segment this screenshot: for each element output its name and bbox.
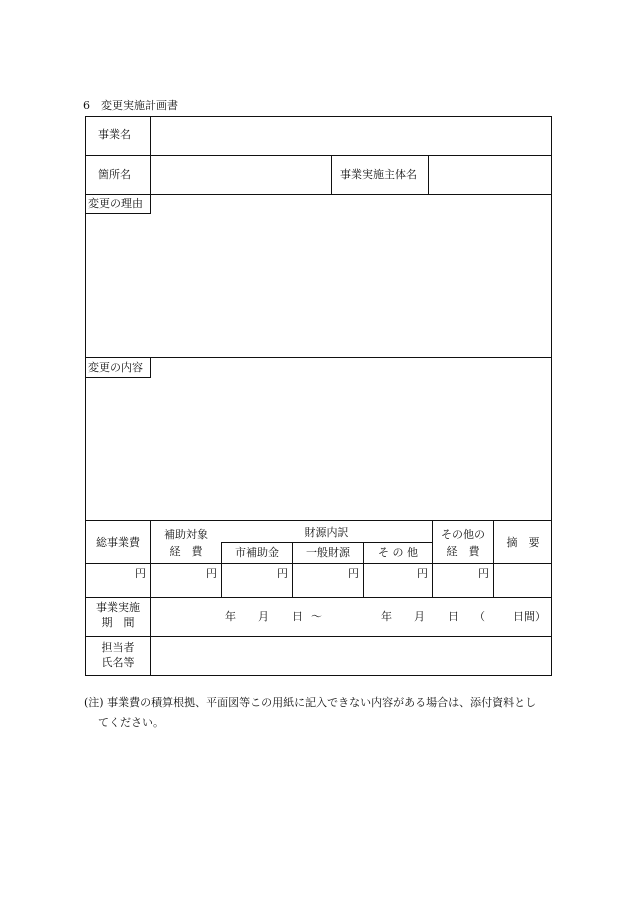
period-label-line1: 事業実施 xyxy=(96,601,140,614)
row-divider xyxy=(85,357,552,358)
note-line2: てください。 xyxy=(98,716,164,729)
funding-breakdown-header: 財源内訳 xyxy=(304,526,349,539)
business-name-label: 事業名 xyxy=(98,128,131,141)
row-divider xyxy=(85,597,552,598)
period-end-day: 日 xyxy=(448,610,459,623)
row-divider xyxy=(85,155,552,156)
section-title: 6 変更実施計画書 xyxy=(83,99,178,112)
contact-label-line2: 氏名等 xyxy=(101,656,135,669)
other-header: そ の 他 xyxy=(378,546,418,559)
total-cost-unit: 円 xyxy=(135,567,146,580)
location-label: 箇所名 xyxy=(98,168,131,181)
contact-label-line1: 担当者 xyxy=(101,641,135,654)
funding-sub-divider xyxy=(221,542,432,543)
general-funds-header: 一般財源 xyxy=(306,546,350,559)
period-field[interactable] xyxy=(152,599,550,634)
general-funds-unit: 円 xyxy=(348,567,359,580)
implementer-field[interactable] xyxy=(430,157,550,193)
period-start-month: 月 xyxy=(258,610,269,623)
row-divider xyxy=(85,520,552,521)
cost-col-divider xyxy=(493,520,494,597)
note-line1: (注) 事業費の積算根拠、平面図等この用紙に記入できない内容がある場合は、添付資料とし xyxy=(84,696,537,709)
city-subsidy-unit: 円 xyxy=(277,567,288,580)
contact-field[interactable] xyxy=(152,638,550,674)
business-name-field[interactable] xyxy=(152,118,550,154)
subsidy-target-unit: 円 xyxy=(206,567,217,580)
row-divider xyxy=(85,563,552,564)
other-costs-unit: 円 xyxy=(478,567,489,580)
period-label-line2: 期 間 xyxy=(101,616,135,629)
other-costs-header-line1: その他の xyxy=(441,528,485,541)
remarks-field[interactable] xyxy=(495,565,550,595)
reason-label: 変更の理由 xyxy=(88,197,143,210)
content-label: 変更の内容 xyxy=(88,361,143,374)
remarks-header: 摘 要 xyxy=(506,536,540,549)
period-paren-open: （ xyxy=(474,610,485,623)
city-subsidy-header: 市補助金 xyxy=(235,546,279,559)
row-divider xyxy=(85,636,552,637)
implementer-label: 事業実施主体名 xyxy=(340,168,417,181)
cost-values-row[interactable] xyxy=(86,565,492,595)
other-unit: 円 xyxy=(417,567,428,580)
reason-field[interactable] xyxy=(88,216,548,356)
subsidy-target-header-line2: 経 費 xyxy=(169,545,203,558)
other-costs-header-line2: 経 費 xyxy=(446,545,480,558)
subsidy-target-header-line1: 補助対象 xyxy=(164,528,208,541)
period-start-year: 年 xyxy=(225,610,236,623)
period-start-day: 日 xyxy=(292,610,303,623)
location-field[interactable] xyxy=(152,157,330,193)
total-cost-header: 総事業費 xyxy=(96,536,140,549)
period-days: 日間） xyxy=(513,610,546,623)
cell-divider xyxy=(428,155,429,194)
content-field[interactable] xyxy=(88,380,548,518)
period-tilde: ～ xyxy=(311,610,322,623)
period-end-month: 月 xyxy=(414,610,425,623)
row-divider xyxy=(85,194,552,195)
period-end-year: 年 xyxy=(381,610,392,623)
cell-divider xyxy=(331,155,332,194)
